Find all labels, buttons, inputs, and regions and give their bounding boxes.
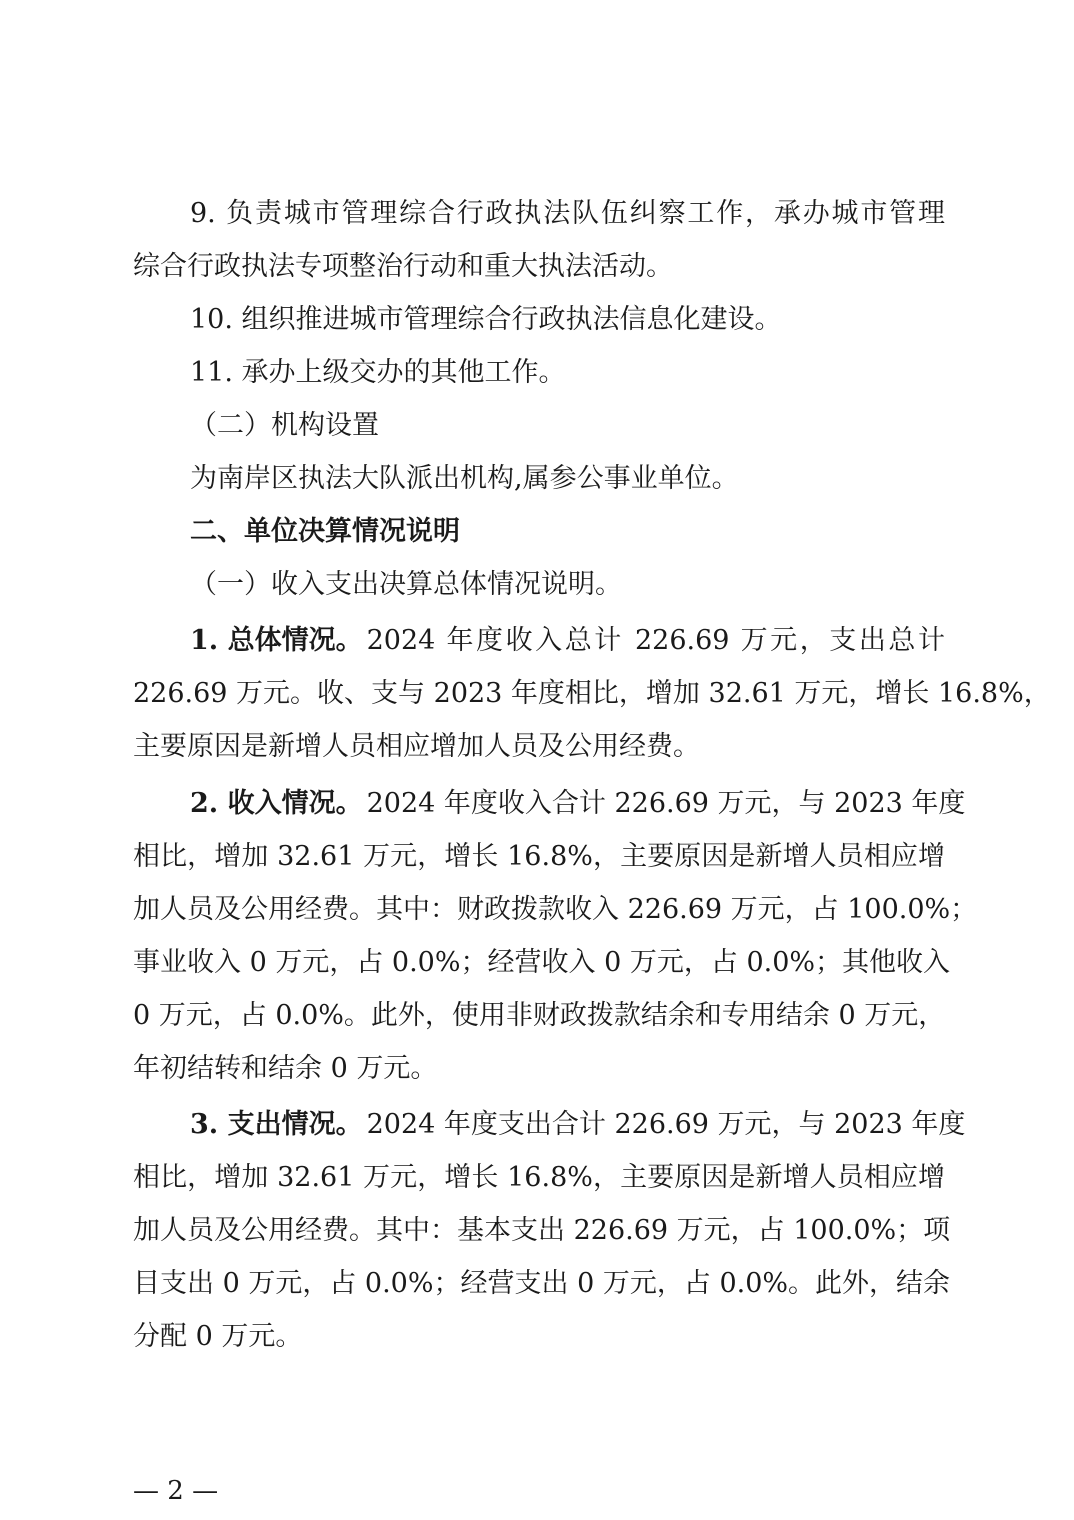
paragraph-income-line-2: 相比，增加 32.61 万元，增长 16.8%，主要原因是新增人员相应增 <box>133 841 945 872</box>
subheading-income-expense: （一）收入支出决算总体情况说明。 <box>190 569 622 600</box>
paragraph-income-line-6: 年初结转和结余 0 万元。 <box>133 1053 438 1084</box>
paragraph-item-11: 11. 承办上级交办的其他工作。 <box>190 357 566 388</box>
paragraph-income-line-4: 事业收入 0 万元，占 0.0%；经营收入 0 万元，占 0.0%；其他收入 <box>133 947 951 978</box>
paragraph-overall-first-line <box>190 627 945 654</box>
paragraph-expense-line-3: 加人员及公用经费。其中：基本支出 226.69 万元，占 100.0%；项 <box>133 1215 951 1246</box>
paragraph-income-line-3: 加人员及公用经费。其中：财政拨款收入 226.69 万元，占 100.0%； <box>133 894 978 925</box>
paragraph-item-10: 10. 组织推进城市管理综合行政执法信息化建设。 <box>190 304 782 335</box>
expense-heading: 3. 支出情况。 <box>190 1109 363 1140</box>
income-heading: 2. 收入情况。 <box>190 788 363 819</box>
page-number: — 2 — <box>133 1476 219 1506</box>
income-text: 2024 年度收入合计 226.69 万元，与 2023 年度 <box>366 788 966 819</box>
paragraph-expense-line-5: 分配 0 万元。 <box>133 1321 303 1352</box>
paragraph-income-line-5: 0 万元，占 0.0%。此外，使用非财政拨款结余和专用结余 0 万元， <box>133 1000 946 1031</box>
paragraph-expense-first-line <box>190 1109 966 1140</box>
paragraph-item-9: 9. 负责城市管理综合行政执法队伍纠察工作，承办城市管理 <box>190 198 945 229</box>
subheading-org-setup: （二）机构设置 <box>190 410 379 441</box>
paragraph-expense-line-2: 相比，增加 32.61 万元，增长 16.8%，主要原因是新增人员相应增 <box>133 1162 945 1193</box>
paragraph-income-first-line <box>190 788 966 819</box>
paragraph-item-9-cont: 综合行政执法专项整治行动和重大执法活动。 <box>133 251 673 282</box>
overall-text: 2024 年度收入总计 226.69 万元，支出总计 <box>366 625 945 656</box>
paragraph-expense-line-4: 目支出 0 万元，占 0.0%；经营支出 0 万元，占 0.0%。此外，结余 <box>133 1268 951 1299</box>
overall-heading: 1. 总体情况。 <box>190 625 363 656</box>
section-heading-2: 二、单位决算情况说明 <box>190 516 460 547</box>
paragraph-org-setup: 为南岸区执法大队派出机构,属参公事业单位。 <box>190 463 739 494</box>
paragraph-overall-line-2: 226.69 万元。收、支与 2023 年度相比，增加 32.61 万元，增长 16.8%， <box>133 678 1051 709</box>
expense-text: 2024 年度支出合计 226.69 万元，与 2023 年度 <box>366 1109 966 1140</box>
paragraph-overall-line-3: 主要原因是新增人员相应增加人员及公用经费。 <box>133 731 700 762</box>
